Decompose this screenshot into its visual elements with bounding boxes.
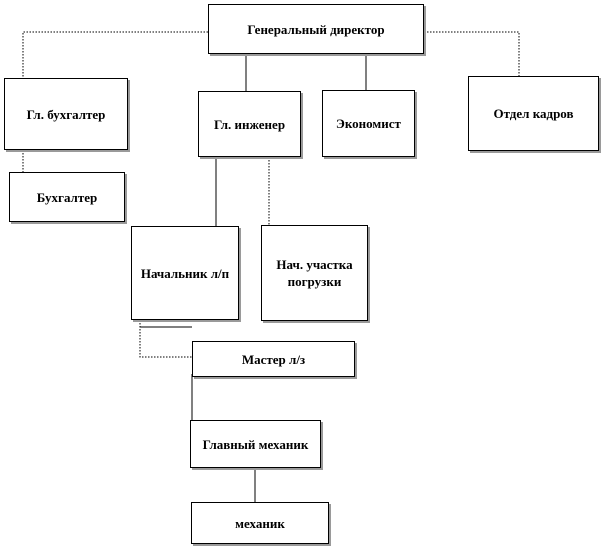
head-label: Начальник л/п — [140, 265, 230, 281]
chief-engineer-box — [198, 91, 301, 157]
head-box — [131, 226, 239, 320]
accountant-label: Бухгалтер — [36, 189, 98, 205]
connector-director-to-hr — [424, 32, 519, 76]
economist-box — [322, 90, 415, 157]
chief-accountant-label: Гл. бухгалтер — [26, 106, 106, 122]
loading-section-head-label: Нач. участка погрузки — [276, 257, 353, 289]
director-label: Генеральный директор — [247, 21, 385, 37]
mechanic-label: механик — [235, 515, 285, 531]
master-label: Мастер л/з — [241, 351, 306, 367]
connector-head-to-master — [140, 320, 192, 357]
loading-section-head-box — [261, 225, 368, 321]
economist-label: Экономист — [336, 116, 401, 131]
chief-mechanic-label: Главный механик — [202, 436, 309, 452]
chief-mechanic-box — [190, 420, 321, 468]
mechanic-box — [191, 502, 329, 544]
hr-department-label: Отдел кадров — [493, 106, 574, 121]
chief-accountant-box — [4, 78, 128, 150]
connector-director-to-chief-accountant — [23, 32, 208, 78]
accountant-box — [9, 172, 125, 222]
master-box — [192, 341, 355, 377]
hr-department-box — [468, 76, 599, 151]
director-box — [208, 4, 424, 54]
chief-engineer-label: Гл. инженер — [213, 116, 286, 132]
